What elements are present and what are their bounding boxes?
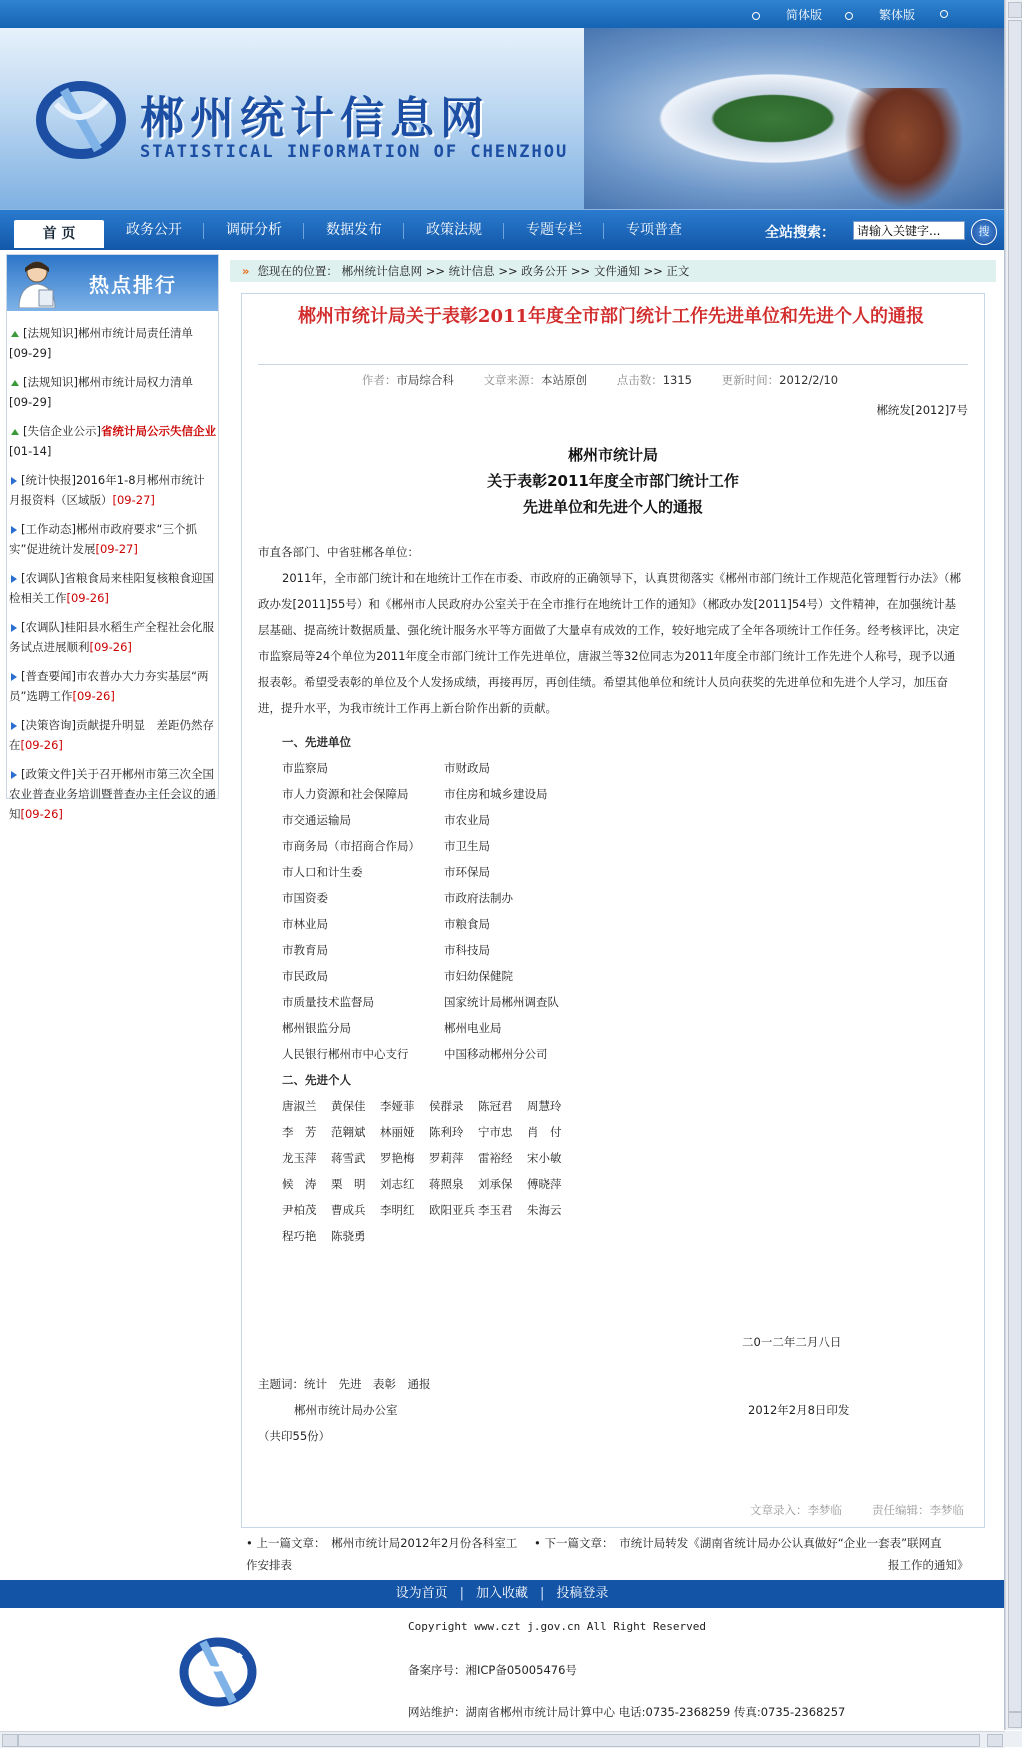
nav-research[interactable]: 调研分析	[226, 222, 282, 238]
hot-ranking-panel	[6, 254, 219, 821]
salutation: 市直各部门、中省驻郴各单位：	[258, 545, 419, 559]
next-article-link-tail[interactable]: 报工作的通知》	[888, 1558, 969, 1572]
hit-count: 1315	[662, 373, 692, 387]
list-item[interactable]: [决策咨询]贡献提升明显 差距仍然存在[09-26]	[9, 718, 214, 752]
article-meta: 作者：市局综合科 文章来源：本站原创 点击数：1315 更新时间：2012/2/10	[361, 373, 839, 387]
copyright: Copyright www.czt j.gov.cn All Right Reserved	[408, 1620, 707, 1633]
article-title: 郴州市统计局关于表彰2011年度全市部门统计工作先进单位和先进个人的通报	[297, 306, 925, 327]
maintainer-info: 网站维护：湖南省郴州市统计局计算中心 电话:0735-2368259 传真:0735-2368257	[408, 1705, 846, 1719]
add-favorite-link[interactable]: 加入收藏	[475, 1586, 528, 1601]
update-time: 2012/2/10	[779, 373, 839, 387]
copies-count: （共印55份）	[258, 1429, 331, 1443]
source: 本站原创	[541, 373, 588, 387]
advanced-units-list: 市监察局 市财政局 市人力资源和社会保障局 市住房和城乡建设局 市交通运输局 市农业局 市商务局（市招商合作局） 市卫生局 市人口和计生委 市环保局 市国资委 市政府法制办 市林业局 市粮食局 市教育局 市科技局 市民政局 市妇幼保健院 市质量技术监督局 国家统计局郴州调查队 郴州银监分局 郴州电业局 人民银行郴州市中心支行 中国移动郴州分公司	[282, 761, 559, 1061]
next-article-link[interactable]: • 下一篇文章： 市统计局转发《湖南省统计局办公认真做好“企业一套表”联网直	[534, 1536, 942, 1550]
statue-image	[844, 88, 964, 209]
list-item[interactable]: [政策文件]关于召开郴州市第三次全国农业普查业务培训暨普查办主任会议的通知[09-26]	[9, 767, 216, 821]
nav-gov-affairs[interactable]: 政务公开	[126, 222, 182, 238]
hot-ranking-title: 热点排行	[89, 273, 177, 297]
breadcrumb-text[interactable]: 您现在的位置： 郴州统计信息网 >> 统计信息 >> 政务公开 >> 文件通知 >> 正文	[257, 264, 690, 278]
sign-date: 二0一二年二月八日	[742, 1335, 842, 1349]
scroll-down-icon[interactable]	[1008, 1712, 1022, 1728]
issuing-office: 郴州市统计局办公室	[294, 1403, 398, 1417]
search-input[interactable]	[853, 221, 965, 240]
print-date: 2012年2月8日印发	[748, 1403, 850, 1417]
vertical-scrollbar[interactable]	[1005, 0, 1022, 1730]
bullet-icon	[752, 12, 760, 20]
traditional-label[interactable]: 繁体版	[879, 8, 916, 22]
document-number: 郴统发[2012]7号	[876, 403, 968, 417]
nav-separator	[403, 223, 404, 239]
list-item[interactable]: [农调队]桂阳县水稻生产全程社会化服务试点进展顺利[09-26]	[9, 620, 214, 654]
arrow-right-icon	[11, 771, 17, 779]
divider	[258, 364, 968, 365]
arrow-right-icon	[11, 624, 17, 632]
list-item[interactable]: [法规知识]郴州市统计局责任清单 [09-29]	[9, 326, 193, 360]
scroll-thumb[interactable]	[1008, 20, 1022, 1712]
section-heading: 二、先进个人	[282, 1073, 351, 1087]
prev-article-link-tail[interactable]: 作安排表	[246, 1558, 292, 1572]
site-title: 郴州统计信息网	[140, 93, 490, 144]
responsible-editor: 责任编辑：李梦临	[872, 1503, 964, 1517]
nav-separator	[503, 223, 504, 239]
article-panel	[241, 293, 985, 1528]
section-heading: 一、先进单位	[282, 735, 351, 749]
scroll-up-icon[interactable]	[1008, 2, 1022, 18]
scrollbar-corner	[1005, 1731, 1022, 1747]
horizontal-scrollbar[interactable]	[0, 1731, 1005, 1748]
site-banner	[0, 28, 1004, 209]
nav-policy[interactable]: 政策法规	[426, 222, 482, 238]
simplified-label[interactable]: 简体版	[786, 8, 823, 22]
top-bar	[0, 0, 1004, 28]
nav-home[interactable]: 首 页	[14, 220, 104, 248]
main-nav	[0, 209, 1004, 250]
advanced-individuals-list: 唐淑兰 黄保佳 李娅菲 侯群录 陈冠君 周慧玲 李 芳 范翱斌 林丽娅 陈利玲 宁市忠 肖 付 龙玉萍 蒋雪武 罗艳梅 罗莉萍 雷裕经 宋小敏 候 涛 栗 明 刘志红 蒋照泉 刘承保 傅晓萍 尹柏茂 曹成兵 李明红 欧阳亚兵 李玉君 朱海云 程巧艳 陈骁勇	[282, 1099, 562, 1243]
footer	[0, 1608, 1004, 1730]
subject-words: 主题词：统计 先进 表彰 通报	[258, 1377, 431, 1391]
scroll-thumb[interactable]	[18, 1734, 980, 1747]
nav-data-release[interactable]: 数据发布	[326, 222, 382, 238]
submit-login-link[interactable]: 投稿登录	[556, 1586, 609, 1601]
arrow-right-icon	[11, 526, 17, 534]
list-item[interactable]: [失信企业公示]省统计局公示失信企业[01-14]	[9, 424, 216, 458]
author: 市局综合科	[396, 373, 454, 387]
arrow-right-icon	[11, 673, 17, 681]
document-heading: 郴州市统计局 关于表彰2011年度全市部门统计工作 先进单位和先进个人的通报	[487, 446, 739, 516]
nav-separator	[303, 223, 304, 239]
list-item[interactable]: [工作动态]郴州市政府要求“三个抓实”促进统计发展[09-27]	[9, 522, 197, 556]
bullet-icon	[845, 12, 853, 20]
nav-census[interactable]: 专项普查	[626, 222, 682, 238]
traditional-link[interactable]	[845, 6, 915, 23]
breadcrumb	[230, 260, 996, 282]
site-subtitle: STATISTICAL INFORMATION OF CHENZHOU	[140, 142, 569, 162]
paragraph: 2011年，全市部门统计和在地统计工作在市委、市政府的正确领导下，认真贯彻落实《郴州市部门统计工作规范化管理暂行办法》（郴政办发[2011]55号）和《郴州市人民政府办公室关于在全市推行在地统计工作的通知》（郴政办发[2011]54号）文件精神，在加强统计基层基础、提高统计数据质量、强化统计服务水平等方面做了大量卓有成效的工作，较好地完成了全年各项统计工作任务。经考核评比，决定市监察局等24个单位为2011年度全市部门统计工作先进单位，唐淑兰等32位同志为2011年度全市部门统计工作先进个人称号，现予以通报表彰。希望受表彰的单位及个人发扬成绩，再接再厉，再创佳绩。希望其他单位和统计人员向获奖的先进单位和先进个人学习，加压奋进，提升水平，为我市统计工作再上新台阶作出新的贡献。	[258, 571, 962, 715]
prev-article-link[interactable]: • 上一篇文章： 郴州市统计局2012年2月份各科室工	[246, 1536, 518, 1550]
arrow-right-icon	[11, 722, 17, 730]
person-icon	[15, 258, 59, 308]
footer-logo-icon	[175, 1630, 261, 1712]
bullet-icon	[940, 6, 948, 20]
nav-separator	[203, 223, 204, 239]
nav-special-topics[interactable]: 专题专栏	[526, 222, 582, 238]
search-button[interactable]: 搜	[971, 219, 997, 245]
editor-info	[720, 1502, 964, 1518]
trend-up-icon	[11, 429, 19, 435]
simplified-link[interactable]	[752, 6, 822, 23]
nav-separator	[603, 223, 604, 239]
hot-ranking-header	[7, 255, 218, 311]
entry-by: 文章录入：李梦临	[750, 1503, 842, 1517]
article-body	[258, 539, 966, 1249]
hot-ranking-list	[7, 311, 218, 829]
arrow-right-icon	[11, 477, 17, 485]
scroll-left-icon[interactable]	[2, 1734, 18, 1747]
site-logo-icon	[34, 70, 128, 164]
list-item[interactable]: [普查要闻]市农普办大力夯实基层“两员”选聘工作[09-26]	[9, 669, 209, 703]
trend-up-icon	[11, 331, 19, 337]
search-label: 全站搜索：	[765, 225, 835, 241]
icp-number: 备案序号：湘ICP备05005476号	[408, 1663, 577, 1677]
set-homepage-link[interactable]: 设为首页	[395, 1586, 448, 1601]
list-item[interactable]: [统计快报]2016年1-8月郴州市统计月报资料（区域版）[09-27]	[9, 473, 205, 507]
trend-up-icon	[11, 380, 19, 386]
double-arrow-icon: »	[242, 264, 250, 278]
list-item[interactable]: [法规知识]郴州市统计局权力清单 [09-29]	[9, 375, 193, 409]
list-item[interactable]: [农调队]省粮食局来桂阳复核粮食迎国检相关工作[09-26]	[9, 571, 214, 605]
footer-links-bar: 设为首页 | 加入收藏 | 投稿登录	[0, 1580, 1004, 1608]
scroll-right-icon[interactable]	[987, 1734, 1003, 1747]
arrow-right-icon	[11, 575, 17, 583]
